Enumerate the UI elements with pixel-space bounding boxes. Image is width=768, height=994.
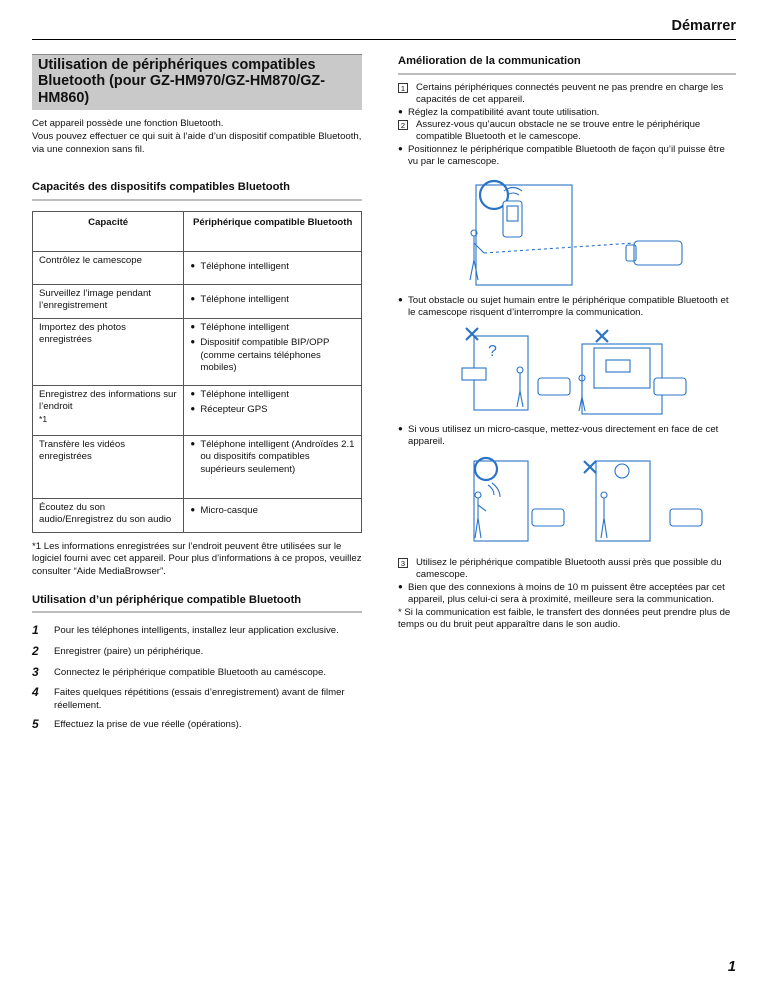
capacity-text: Importez des photos enregistrées <box>39 321 126 346</box>
capacity-text: Enregistrez des informations sur l’endroit <box>39 388 177 413</box>
step-text: Effectuez la prise de vue réelle (opérations). <box>54 719 242 731</box>
device-item: ● Téléphone intelligent <box>190 389 355 401</box>
camcorder-icon <box>634 241 682 265</box>
device-cell <box>184 284 362 318</box>
headset-illustration <box>398 457 736 553</box>
step-number: 5 <box>32 717 39 732</box>
capacity-cell <box>33 318 184 385</box>
camcorder-icon <box>538 378 570 395</box>
step-item <box>32 665 362 681</box>
intro-line: Cet appareil possède une fonction Bluetooth. <box>32 118 224 130</box>
step-number: 2 <box>32 643 39 658</box>
page-number: 1 <box>727 959 736 975</box>
signal-line <box>484 243 634 253</box>
bullet-item: ● Tout obstacle ou sujet humain entre le périphérique compatible Bluetooth et le camescope risquent d’interrompre la communication. <box>398 295 736 320</box>
device-cell <box>184 385 362 435</box>
camcorder-icon <box>654 378 686 395</box>
bullet-item: ● Positionnez le périphérique compatible Bluetooth de façon qu’il puisse être vu par le camescope. <box>398 144 736 169</box>
capacity-cell <box>33 284 184 318</box>
person-icon <box>517 367 523 373</box>
point-number: 3 <box>398 558 408 568</box>
person-icon <box>601 492 607 498</box>
bullet-item: ● Réglez la compatibilité avant toute utilisation. <box>398 107 736 119</box>
step-number: 3 <box>32 664 39 679</box>
bullet-item: ● Bien que des connexions à moins de 10 m puissent être acceptées par cet appareil, plus celui-ci sera à proximité, meilleure sera la communication. <box>398 582 736 607</box>
gps-icon <box>462 368 486 380</box>
person-icon <box>475 492 481 498</box>
device-cell <box>184 498 362 532</box>
bullet-item: ● Si vous utilisez un micro-casque, mettez-vous directement en face de cet appareil. <box>398 424 736 449</box>
column-header-capacity: Capacité <box>33 211 184 251</box>
step-text: Enregistrer (paire) un périphérique. <box>54 645 204 657</box>
device-item: ● Téléphone intelligent <box>190 322 355 334</box>
device-item: ● Téléphone intelligent <box>190 261 355 273</box>
frame-box <box>476 185 572 285</box>
capacity-text: Écoutez du son audio/Enregistrez du son audio <box>39 501 172 526</box>
capacity-text: Surveillez l’image pendant l’enregistrement <box>39 287 151 312</box>
right-column <box>398 54 736 632</box>
step-number: 1 <box>32 623 39 638</box>
communication-note: * Si la communication est faible, le transfert des données peut prendre plus de temps ou du bruit peut apparaître dans le son audio. <box>398 606 731 631</box>
numbered-point <box>398 82 736 107</box>
cross-mark <box>596 330 608 342</box>
table-row <box>33 498 362 532</box>
footnote: *1 Les informations enregistrées sur l’endroit peuvent être utilisées sur le logiciel fourni avec cet appareil. Pour plus d’informations à ce propos, veuillez consulter “Aide MediaBrowser”. <box>32 540 362 578</box>
question-mark: ? <box>488 342 497 360</box>
footnote-ref: *1 <box>39 413 48 424</box>
step-text: Connectez le périphérique compatible Bluetooth au caméscope. <box>54 666 326 678</box>
capabilities-heading: Capacités des dispositifs compatibles Bluetooth <box>32 180 362 201</box>
capacity-cell <box>33 435 184 498</box>
table-row <box>33 435 362 498</box>
step-text: Faites quelques répétitions (essais d’enregistrement) avant de filmer réellement. <box>54 687 345 711</box>
step-item <box>32 685 362 712</box>
left-column <box>32 54 362 738</box>
step-item <box>32 623 362 639</box>
page-title: Utilisation de périphériques compatibles Bluetooth (pour GZ-HM970/GZ-HM870/GZ-HM860) <box>32 54 362 110</box>
capacity-cell <box>33 251 184 284</box>
table-row <box>33 385 362 435</box>
step-item <box>32 644 362 660</box>
point-number: 1 <box>398 83 408 93</box>
usage-heading: Utilisation d’un périphérique compatible Bluetooth <box>32 593 362 614</box>
device-cell <box>184 318 362 385</box>
numbered-point <box>398 557 736 582</box>
intro-text <box>32 118 362 156</box>
camcorder-icon <box>532 509 564 526</box>
camcorder-icon <box>670 509 702 526</box>
obstacle-illustration <box>398 322 736 418</box>
capacity-cell <box>33 498 184 532</box>
column-header-device: Périphérique compatible Bluetooth <box>184 211 362 251</box>
device-cell <box>184 251 362 284</box>
device-cell <box>184 435 362 498</box>
point-text: Assurez-vous qu’aucun obstacle ne se trouve entre le périphérique compatible Bluetooth et le camescope. <box>416 118 701 143</box>
line-of-sight-illustration <box>398 175 736 291</box>
table-row <box>33 284 362 318</box>
point-text: Utilisez le périphérique compatible Bluetooth aussi près que possible du camescope. <box>416 556 722 581</box>
capacity-text: Contrôlez le camescope <box>39 254 142 266</box>
device-item: ● Récepteur GPS <box>190 404 355 416</box>
steps-list <box>32 623 362 733</box>
device-item: ● Téléphone intelligent (Androïdes 2.1 ou dispositifs compatibles supérieurs seulement) <box>190 439 355 476</box>
device-item: ● Téléphone intelligent <box>190 294 355 306</box>
cross-mark <box>466 328 478 340</box>
communication-heading: Amélioration de la communication <box>398 54 736 75</box>
device-item: ● Micro-casque <box>190 505 355 517</box>
device-item: ● Dispositif compatible BIP/OPP (comme certains téléphones mobiles) <box>190 337 355 374</box>
table-row <box>33 318 362 385</box>
numbered-point <box>398 119 736 144</box>
frame-box <box>474 461 528 541</box>
cross-mark <box>584 461 596 473</box>
page-header <box>32 14 736 40</box>
table-row <box>33 251 362 284</box>
step-item <box>32 717 362 733</box>
point-text: Certains périphériques connectés peuvent ne pas prendre en charge les capacités de cet appareil. <box>416 81 724 106</box>
table-header-row <box>33 211 362 251</box>
gps-icon <box>606 360 630 372</box>
step-text: Pour les téléphones intelligents, installez leur application exclusive. <box>54 625 339 637</box>
capabilities-table <box>32 211 362 533</box>
intro-line: Vous pouvez effectuer ce qui suit à l’aide d’un dispositif compatible Bluetooth, via une connexion sans fil. <box>32 130 362 155</box>
point-number: 2 <box>398 120 408 130</box>
section-title: Démarrer <box>671 18 736 34</box>
capacity-cell <box>33 385 184 435</box>
step-number: 4 <box>32 685 39 700</box>
capacity-text: Transfère les vidéos enregistrées <box>39 438 126 463</box>
